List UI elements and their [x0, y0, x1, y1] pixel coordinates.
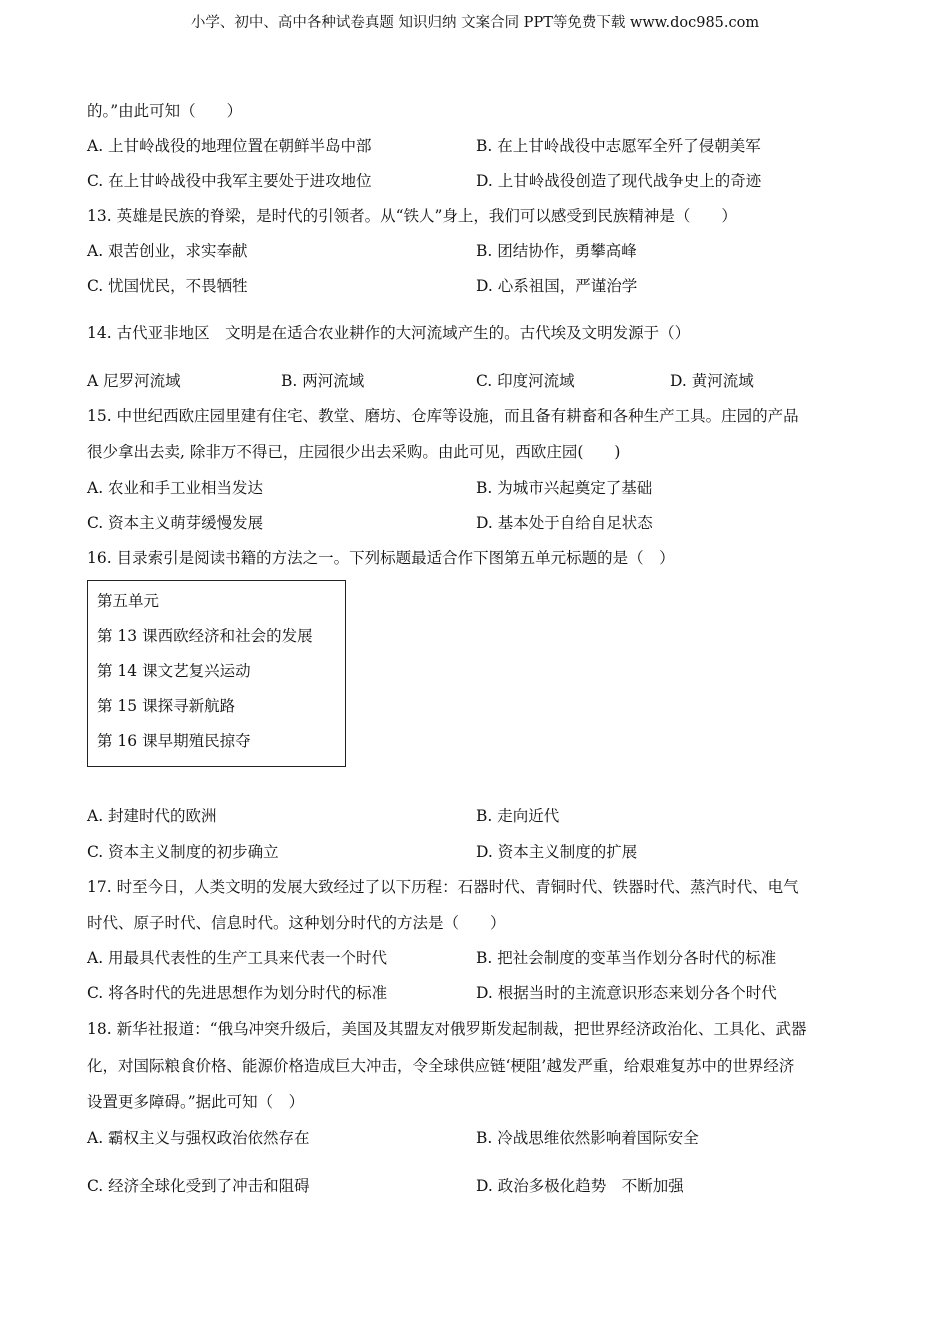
q18-option-d: D. 政治多极化趋势 不断加强	[476, 1177, 684, 1195]
page-header: 小学、初中、高中各种试卷真题 知识归纳 文案合同 PPT等免费下载 www.doc985.com	[190, 15, 760, 31]
q15-option-a: A. 农业和手工业相当发达	[87, 479, 264, 497]
q13-stem: 13. 英雄是民族的脊梁，是时代的引领者。从“铁人”身上，我们可以感受到民族精神是（ ）	[87, 207, 737, 225]
toc-lesson-13: 第 13 课西欧经济和社会的发展	[97, 627, 313, 645]
toc-lesson-16: 第 16 课早期殖民掠夺	[97, 732, 251, 750]
q12-stem: 的。”由此可知（ ）	[87, 102, 243, 120]
q17-option-a: A. 用最具代表性的生产工具来代表一个时代	[87, 949, 388, 967]
q12-option-d: D. 上甘岭战役创造了现代战争史上的奇迹	[476, 172, 762, 190]
q17-option-c: C. 将各时代的先进思想作为划分时代的标准	[87, 984, 388, 1002]
q12-option-a: A. 上甘岭战役的地理位置在朝鲜半岛中部	[87, 137, 372, 155]
toc-lesson-15: 第 15 课探寻新航路	[97, 697, 236, 715]
q18-option-c: C. 经济全球化受到了冲击和阻碍	[87, 1177, 310, 1195]
q12-option-c: C. 在上甘岭战役中我军主要处于进攻地位	[87, 172, 372, 190]
q14-option-a: A 尼罗河流域	[87, 372, 181, 390]
q13-option-a: A. 艰苦创业，求实奉献	[87, 242, 248, 260]
q13-option-c: C. 忧国忧民，不畏牺牲	[87, 277, 248, 295]
q18-stem-line2: 化，对国际粮食价格、能源价格造成巨大冲击，令全球供应链‘梗阻’越发严重，给艰难复苏中的世界经济	[87, 1057, 795, 1075]
toc-unit-title: 第五单元	[97, 592, 160, 610]
toc-lesson-14: 第 14 课文艺复兴运动	[97, 662, 251, 680]
q17-stem-line1: 17. 时至今日，人类文明的发展大致经过了以下历程：石器时代、青铜时代、铁器时代、蒸汽时代、电气	[87, 878, 799, 896]
q17-stem-line2: 时代、原子时代、信息时代。这种划分时代的方法是（ ）	[87, 914, 506, 932]
q15-stem-line2: 很少拿出去卖, 除非万不得已，庄园很少出去采购。由此可见，西欧庄园( )	[87, 443, 621, 461]
q15-stem-line1: 15. 中世纪西欧庄园里建有住宅、教堂、磨坊、仓库等设施，而且备有耕畜和各种生产工具。庄园的产品	[87, 407, 799, 425]
q18-stem-line3: 设置更多障碍。”据此可知（ ）	[87, 1093, 305, 1111]
q14-option-b: B. 两河流域	[281, 372, 365, 390]
q16-option-d: D. 资本主义制度的扩展	[476, 843, 638, 861]
q15-option-c: C. 资本主义萌芽缓慢发展	[87, 514, 264, 532]
q18-stem-line1: 18. 新华社报道：“俄乌冲突升级后，美国及其盟友对俄罗斯发起制裁，把世界经济政治化、工具化、武器	[87, 1020, 807, 1038]
table-of-contents-box	[87, 580, 346, 767]
q14-stem: 14. 古代亚非地区 文明是在适合农业耕作的大河流域产生的。古代埃及文明发源于（）	[87, 324, 691, 342]
q14-option-c: C. 印度河流域	[476, 372, 575, 390]
q15-option-d: D. 基本处于自给自足状态	[476, 514, 653, 532]
q16-option-a: A. 封建时代的欧洲	[87, 807, 217, 825]
q14-option-d: D. 黄河流域	[670, 372, 754, 390]
q17-option-b: B. 把社会制度的变革当作划分各时代的标准	[476, 949, 777, 967]
q16-stem: 16. 目录索引是阅读书籍的方法之一。下列标题最适合作下图第五单元标题的是（ ）	[87, 549, 675, 567]
q12-option-b: B. 在上甘岭战役中志愿军全歼了侵朝美军	[476, 137, 761, 155]
q15-option-b: B. 为城市兴起奠定了基础	[476, 479, 653, 497]
q18-option-a: A. 霸权主义与强权政治依然存在	[87, 1129, 310, 1147]
q17-option-d: D. 根据当时的主流意识形态来划分各个时代	[476, 984, 777, 1002]
q16-option-c: C. 资本主义制度的初步确立	[87, 843, 279, 861]
q18-option-b: B. 冷战思维依然影响着国际安全	[476, 1129, 699, 1147]
q13-option-b: B. 团结协作，勇攀高峰	[476, 242, 637, 260]
q16-option-b: B. 走向近代	[476, 807, 560, 825]
q13-option-d: D. 心系祖国，严谨治学	[476, 277, 638, 295]
